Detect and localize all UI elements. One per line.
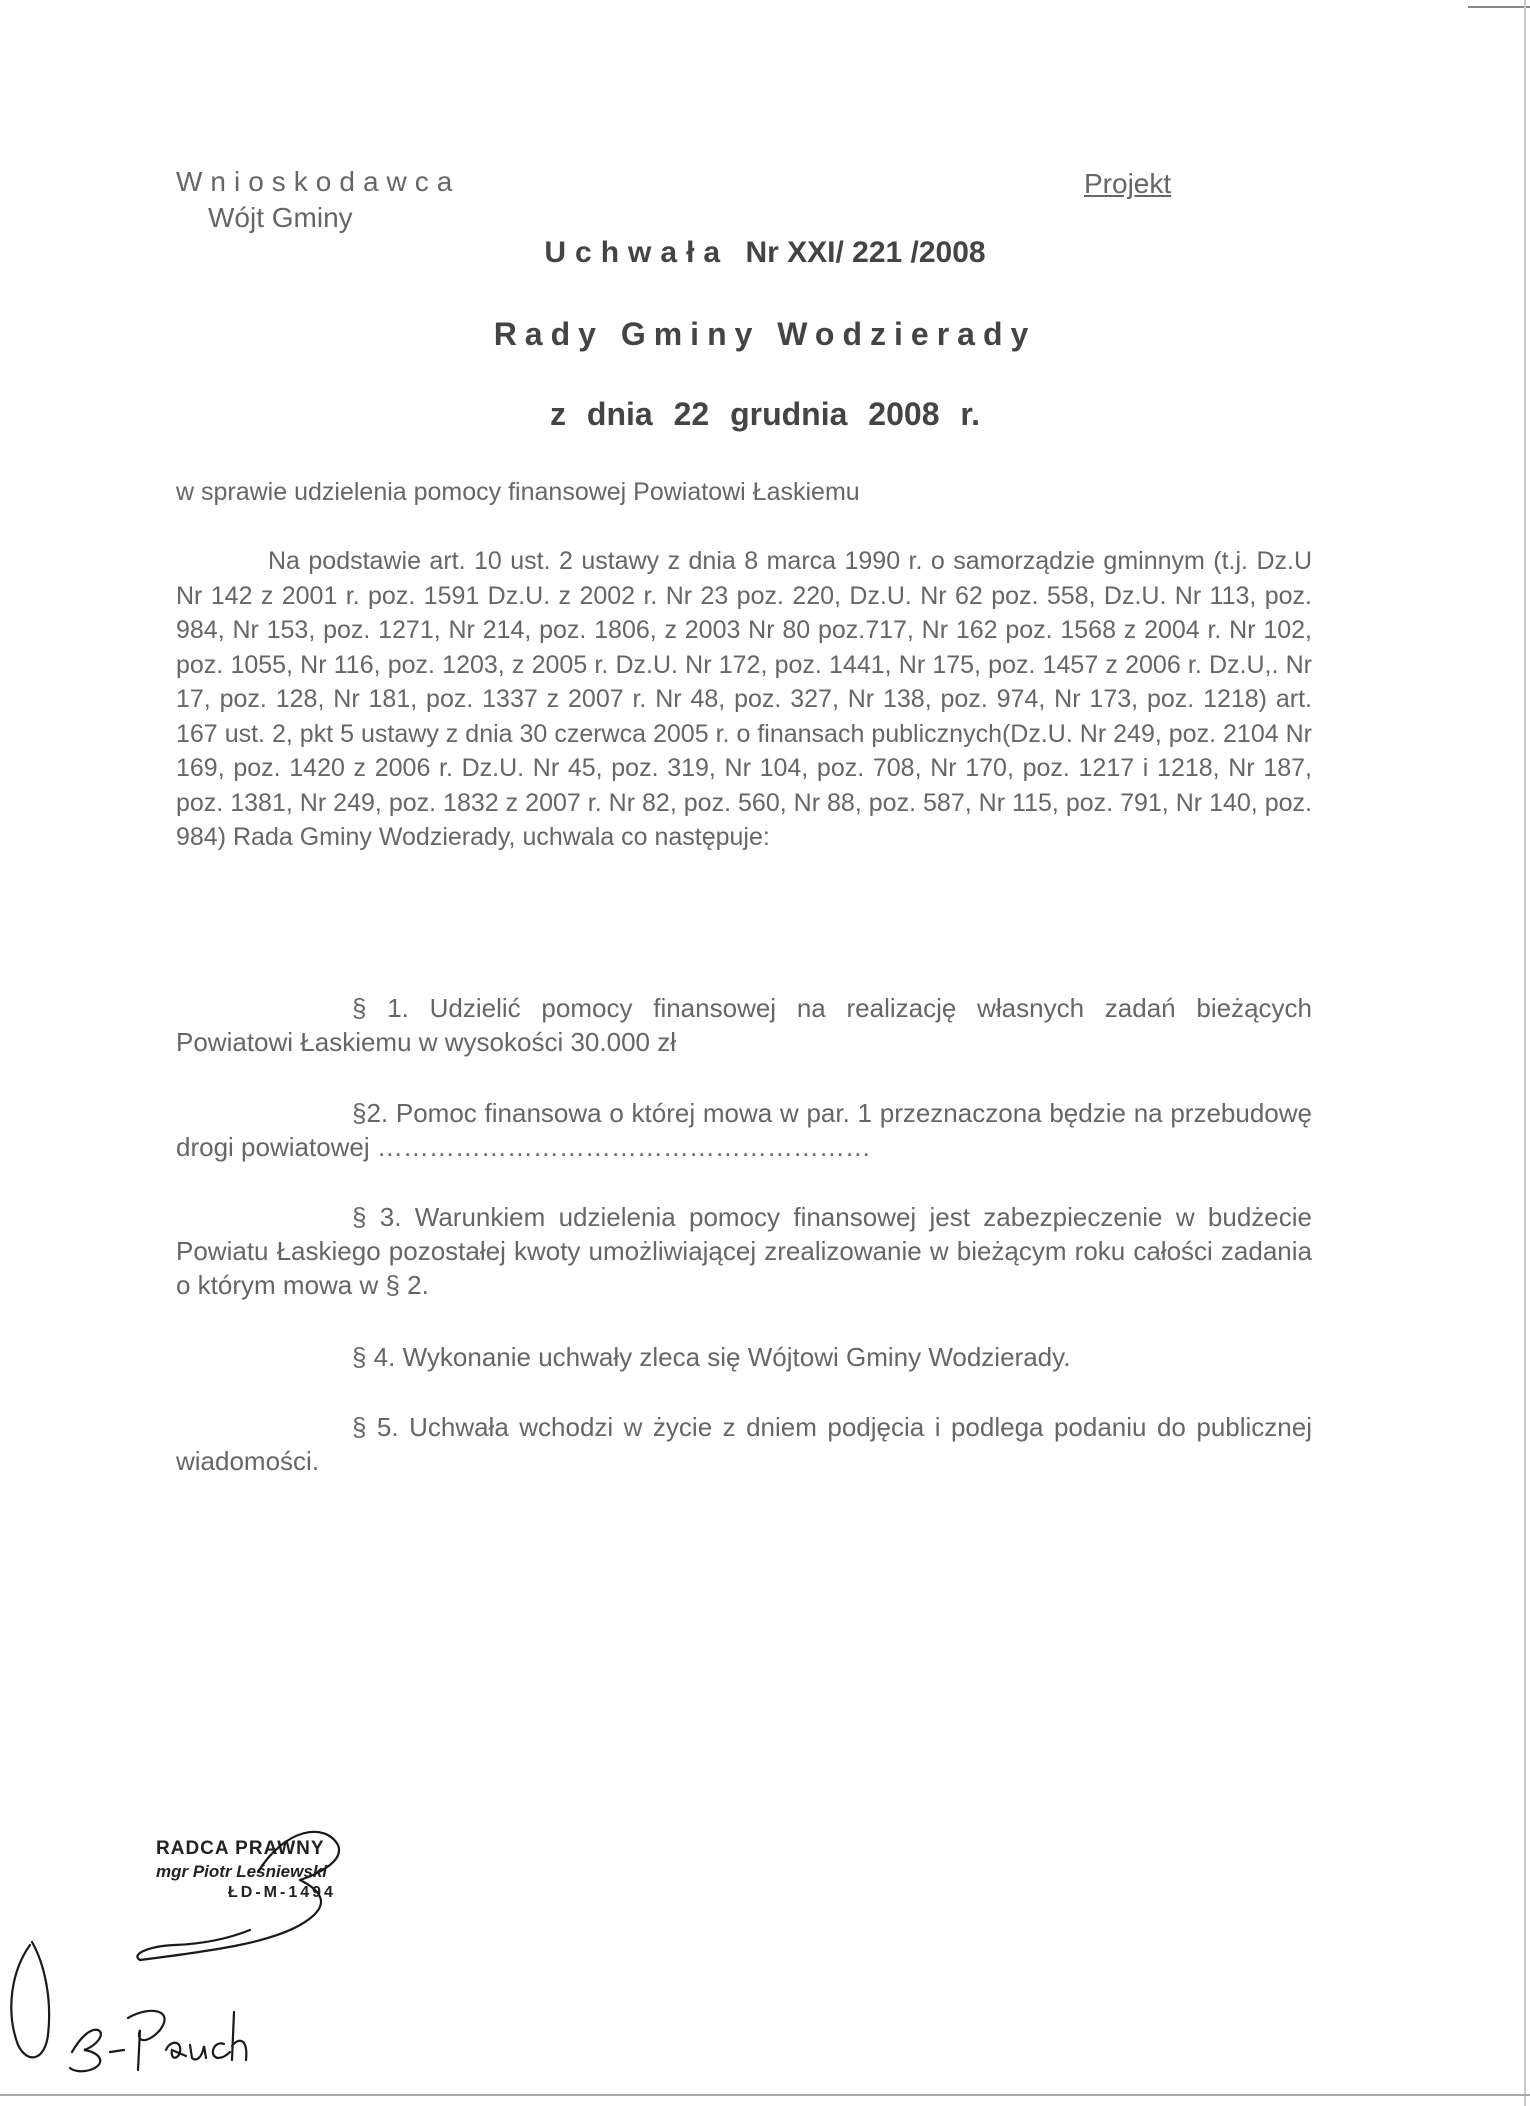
applicant-role: Wójt Gminy <box>208 202 353 233</box>
bottom-signature-stroke <box>11 1942 49 2057</box>
draft-label: Projekt <box>1084 168 1172 199</box>
bottom-signature-stroke <box>213 2043 230 2058</box>
stamp-license: ŁD-M-1494 <box>228 1884 336 1901</box>
bottom-signature-stroke <box>128 2011 165 2070</box>
resolution-subject: w sprawie udzielenia pomocy finansowej Powiatowi Łaskiemu <box>176 478 860 506</box>
stamp-signature-stroke <box>137 1930 250 1960</box>
bottom-signature-stroke <box>232 2012 246 2060</box>
resolution-number: Nr XXI/ 221 /2008 <box>745 236 986 269</box>
paragraph-5: § 5. Uchwała wchodzi w życie z dniem podjęcia i podlega podaniu do publicznej wiadomości. <box>176 1412 1312 1476</box>
legal-basis: Na podstawie art. 10 ust. 2 ustawy z dnia 8 marca 1990 r. o samorządzie gminnym (t.j. Dz.U Nr 142 z 2001 r. poz. 1591 Dz.U. z 2002 r. Nr 23 poz. 220, Dz.U. Nr 62 poz. 558, Dz.U. Nr 113, poz. 984, Nr 153, poz. 1271, Nr 214, poz. 1806, z 2003 Nr 80 poz.717, Nr 162 poz. 1568 z 2004 r. Nr 102, poz. 1055, Nr 116, poz. 1203, z 2005 r. Dz.U. Nr 172, poz. 1441, Nr 175, poz. 1457 z 2006 r. Dz.U,. Nr 17, poz. 128, Nr 181, poz. 1337 z 2007 r. Nr 48, poz. 327, Nr 138, poz. 974, Nr 173, poz. 1218) art. 167 ust. 2, pkt 5 ustawy z dnia 30 czerwca 2005 r. o finansach publicznych(Dz.U. Nr 249, poz. 2104 Nr 169, poz. 1420 z 2006 r. Dz.U. Nr 45, poz. 319, Nr 104, poz. 708, Nr 170, poz. 1217 i 1218, Nr 187, poz. 1381, Nr 249, poz. 1832 z 2007 r. Nr 82, poz. 560, Nr 88, poz. 587, Nr 115, poz. 791, Nr 140, poz. 984) Rada Gminy Wodzierady, uchwala co następuje: <box>176 547 1312 851</box>
stamp-title: RADCA PRAWNY <box>156 1838 325 1859</box>
paragraph-1: § 1. Udzielić pomocy finansowej na realizację własnych zadań bieżących Powiatowi Łaskiemu w wysokości 30.000 zł <box>176 993 1312 1057</box>
bottom-signature-stroke <box>190 2045 206 2060</box>
applicant-label: Wnioskodawca <box>176 166 461 197</box>
paragraph-3: § 3. Warunkiem udzielenia pomocy finansowej jest zabezpieczenie w budżecie Powiatu Łaskiego pozostałej kwoty umożliwiającej zrealizowanie w bieżącym roku całości zadania o którym mowa w § 2. <box>176 1202 1312 1300</box>
stamp-signature-stroke <box>140 1880 321 1960</box>
council-name: Rady Gminy Wodzierady <box>493 316 1037 352</box>
stamp-name: mgr Piotr Leśniewski <box>156 1862 327 1881</box>
resolution-date: z dnia 22 grudnia 2008 r. <box>550 396 980 432</box>
paragraph-2: §2. Pomoc finansowa o której mowa w par. 1 przeznaczona będzie na przebudowę drogi powiatowej ………………………………………………… <box>176 1098 1312 1162</box>
stamp-signature-stroke <box>258 1832 339 1880</box>
bottom-signature-stroke <box>70 2030 101 2072</box>
bottom-signature-stroke <box>110 2050 124 2052</box>
resolution-word: Uchwała <box>544 236 730 269</box>
bottom-signature-stroke <box>166 2043 186 2058</box>
paragraph-4: § 4. Wykonanie uchwały zleca się Wójtowi Gminy Wodzierady. <box>352 1342 1071 1372</box>
